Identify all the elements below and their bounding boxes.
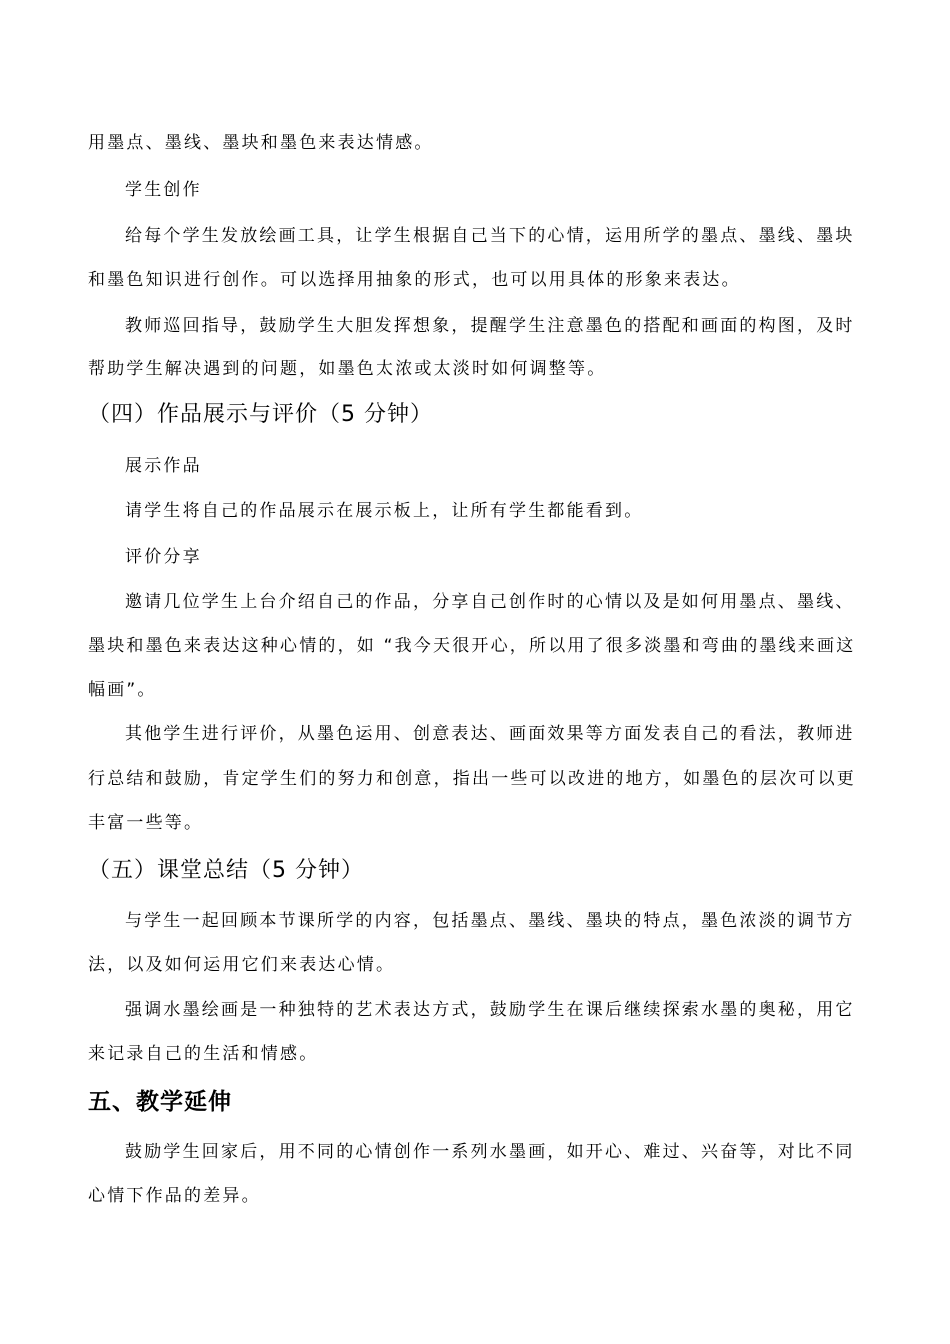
subsection-label-create: 学生创作 bbox=[125, 180, 202, 200]
paragraph-line: 强调水墨绘画是一种独特的艺术表达方式，鼓励学生在课后继续探索水墨的奥秘，用它 bbox=[125, 1000, 855, 1020]
paragraph-line: 幅画”。 bbox=[88, 680, 157, 700]
section-heading-5: （五）课堂总结（5 分钟） bbox=[88, 858, 364, 883]
chapter-heading-5: 五、教学延伸 bbox=[88, 1089, 232, 1115]
section-heading-4: （四）作品展示与评价（5 分钟） bbox=[88, 402, 433, 427]
paragraph-line: 行总结和鼓励，肯定学生们的努力和创意，指出一些可以改进的地方，如墨色的层次可以更 bbox=[88, 769, 856, 789]
paragraph-line: 与学生一起回顾本节课所学的内容，包括墨点、墨线、墨块的特点，墨色浓淡的调节方 bbox=[125, 911, 855, 931]
paragraph-line: 给每个学生发放绘画工具，让学生根据自己当下的心情，运用所学的墨点、墨线、墨块 bbox=[125, 226, 855, 246]
paragraph-line: 请学生将自己的作品展示在展示板上，让所有学生都能看到。 bbox=[125, 501, 644, 521]
paragraph-line: 鼓励学生回家后，用不同的心情创作一系列水墨画，如开心、难过、兴奋等，对比不同 bbox=[125, 1142, 855, 1162]
paragraph-line: 丰富一些等。 bbox=[88, 813, 204, 833]
subsection-label-eval: 评价分享 bbox=[125, 547, 202, 567]
paragraph-line: 帮助学生解决遇到的问题，如墨色太浓或太淡时如何调整等。 bbox=[88, 359, 607, 379]
paragraph-line: 法，以及如何运用它们来表达心情。 bbox=[88, 955, 396, 975]
paragraph-line: 用墨点、墨线、墨块和墨色来表达情感。 bbox=[88, 133, 434, 153]
paragraph-line: 来记录自己的生活和情感。 bbox=[88, 1044, 319, 1064]
paragraph-line: 其他学生进行评价，从墨色运用、创意表达、画面效果等方面发表自己的看法，教师进 bbox=[125, 724, 855, 744]
paragraph-line: 邀请几位学生上台介绍自己的作品，分享自己创作时的心情以及是如何用墨点、墨线、 bbox=[125, 592, 855, 612]
paragraph-line: 墨块和墨色来表达这种心情的，如 “我今天很开心，所以用了很多淡墨和弯曲的墨线来画这 bbox=[88, 636, 856, 656]
subsection-label-show: 展示作品 bbox=[125, 456, 202, 476]
paragraph-line: 教师巡回指导，鼓励学生大胆发挥想象，提醒学生注意墨色的搭配和画面的构图，及时 bbox=[125, 316, 855, 336]
paragraph-line: 和墨色知识进行创作。可以选择用抽象的形式，也可以用具体的形象来表达。 bbox=[88, 270, 741, 290]
paragraph-line: 心情下作品的差异。 bbox=[88, 1186, 261, 1206]
